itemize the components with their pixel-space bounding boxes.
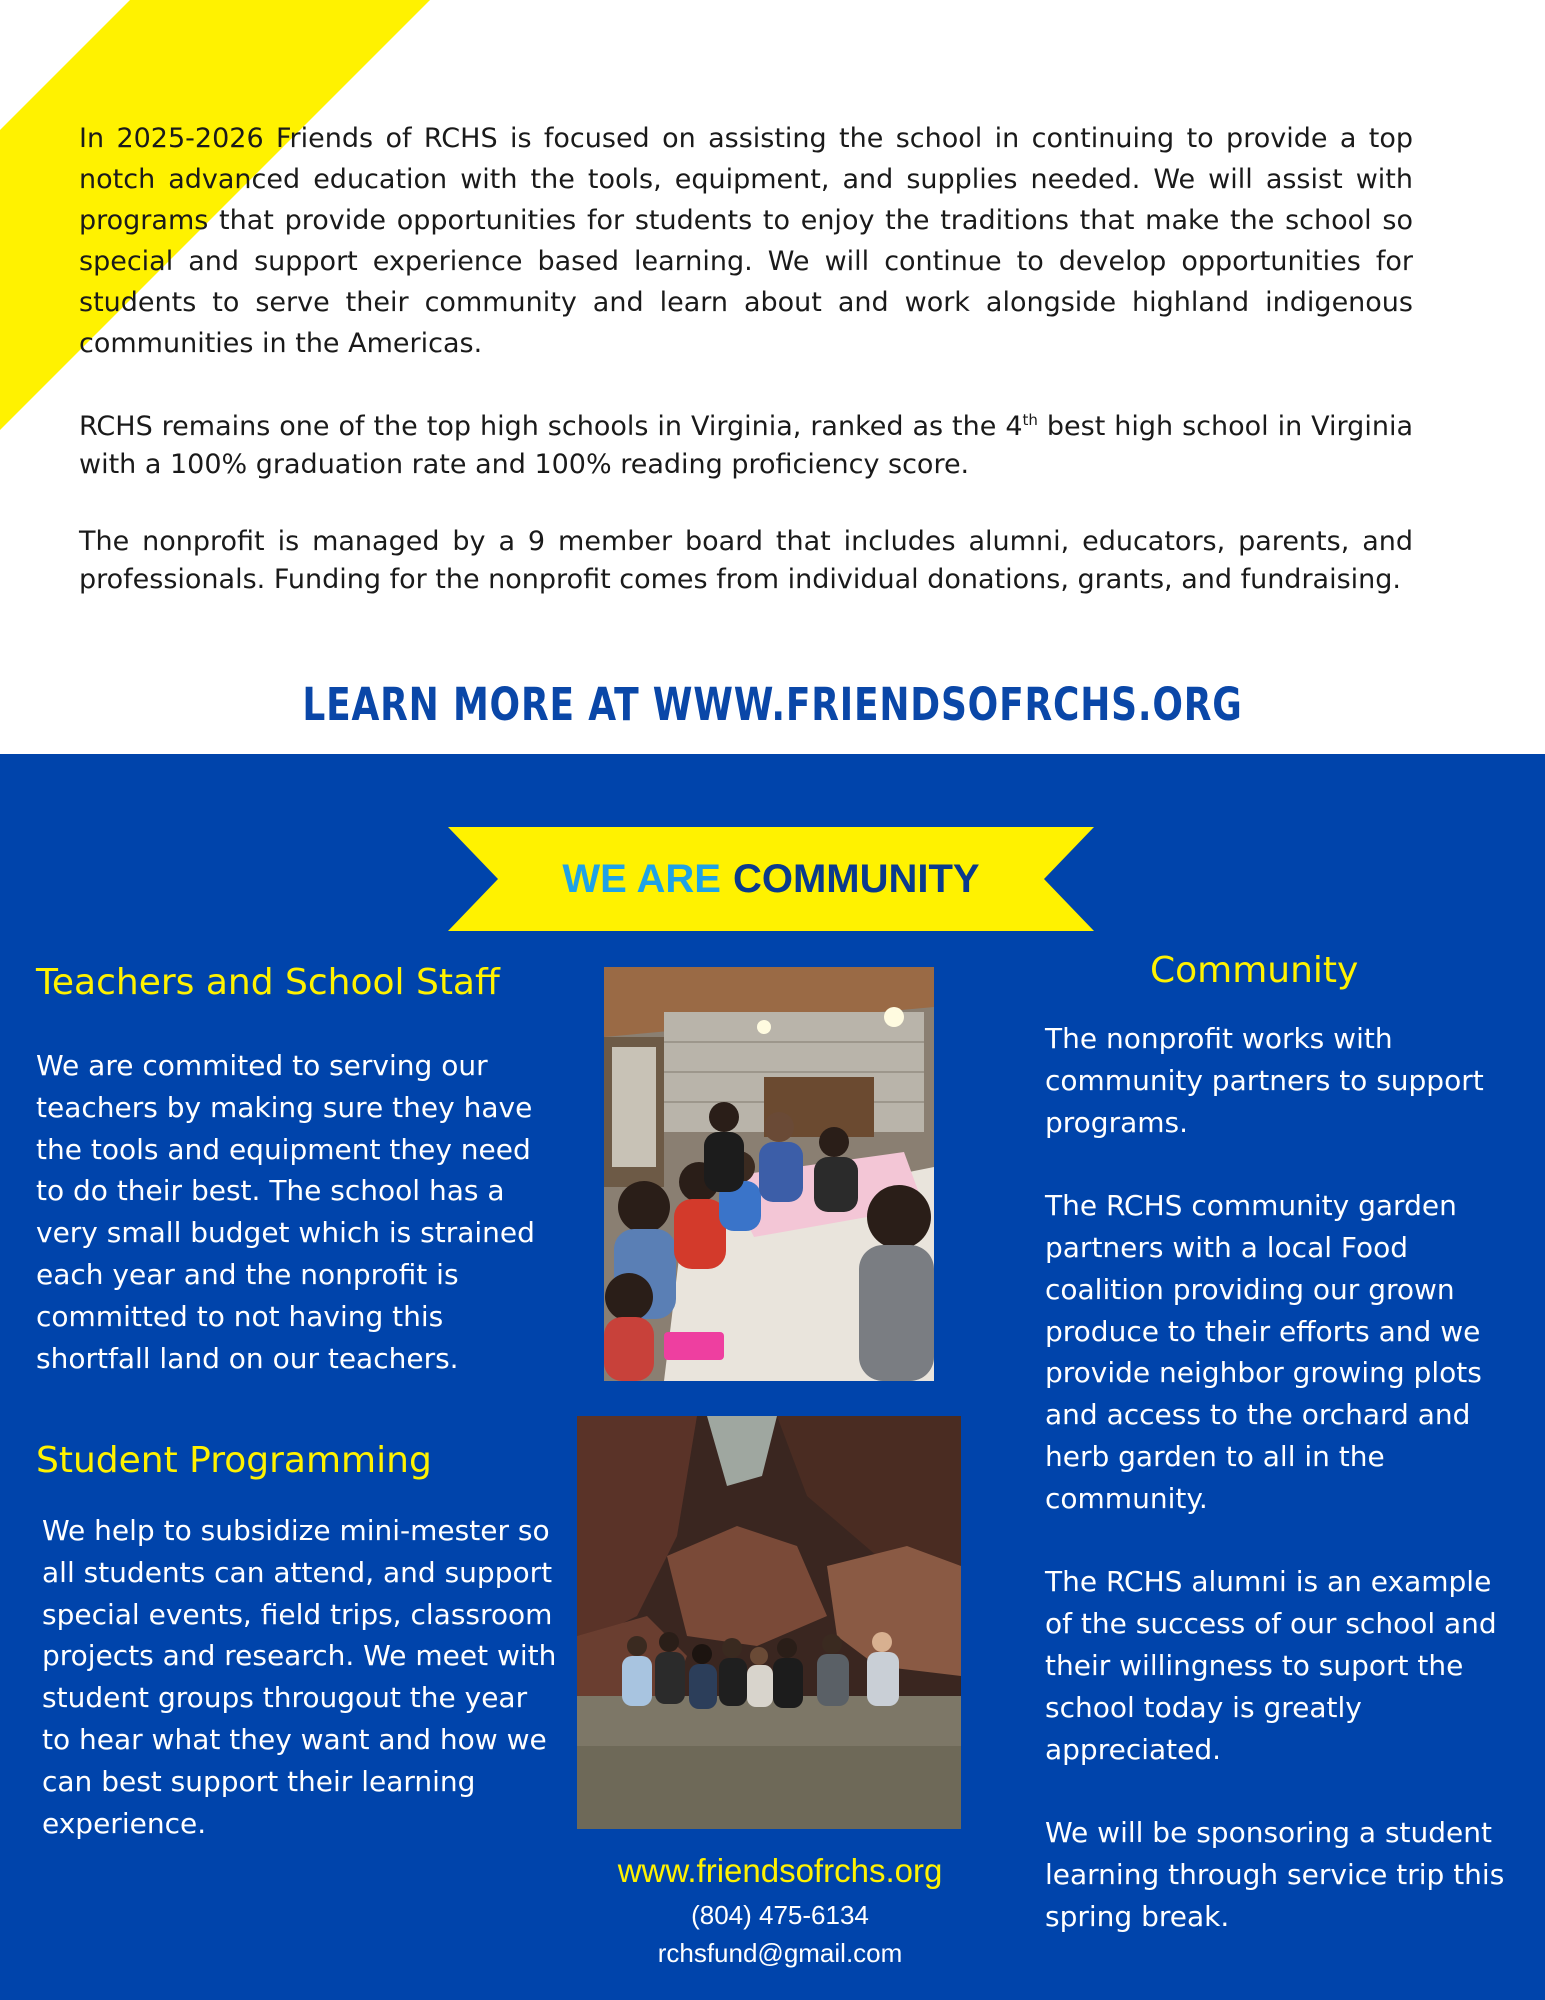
ranking-ordinal-suffix: th [1022, 411, 1038, 429]
community-paragraph-partners: The nonprofit works with community partners to support programs. [1045, 1022, 1484, 1139]
community-banner-title [448, 827, 1094, 931]
community-paragraph-garden: The RCHS community garden partners with a local Food coalition providing our grown produce to their efforts and we provide neighbor growing plots and access to the orchard and herb garden to all in the community. [1045, 1189, 1482, 1515]
teachers-heading: Teachers and School Staff [36, 962, 500, 1003]
intro-paragraph-board: The nonprofit is managed by a 9 member board that includes alumni, educators, parents, and professionals. Funding for the nonprofit comes from individual donations, grants, and fundraising. [79, 526, 1413, 595]
photo-classroom-activity [604, 967, 934, 1381]
contact-email: rchsfund@gmail.com [657, 1938, 903, 1968]
teachers-text: We are commited to serving our teachers by making sure they have the tools and equipment they need to do their best. The school has a very small budget which is strained each year and the nonprofit is committed to not having this shortfall land on our teachers. [36, 1049, 535, 1375]
intro-paragraph-goals: In 2025-2026 Friends of RCHS is focused on assisting the school in continuing to provide a top notch advanced education with the tools, equipment, and supplies needed. We will assist with programs that provide opportunities for students to enjoy the traditions that make the school so special and support experience based learning. We will continue to develop opportunities for students to serve their community and learn about and work alongside highland indigenous communities in the Americas. [79, 123, 1413, 359]
ranking-text-end: best high school in Virginia with a 100% graduation rate and 100% reading proficiency score. [79, 411, 1413, 480]
banner-word-we-are: WE ARE [562, 856, 721, 901]
community-text [1045, 1018, 1515, 1979]
photo-canyon-field-trip [577, 1416, 961, 1829]
intro-paragraph-ranking [79, 408, 1413, 484]
community-heading: Community [1150, 950, 1359, 991]
contact-website-link[interactable]: www.friendsofrchs.org [617, 1852, 943, 1889]
banner-word-community: COMMUNITY [732, 856, 980, 901]
contact-phone: (804) 475-6134 [691, 1900, 869, 1930]
student-programming-text: We help to subsidize mini-mester so all students can attend, and support special events, field trips, classroom projects and research. We meet with student groups througout the year to hear what they want and how we can best support their learning experience. [42, 1514, 557, 1840]
learn-more-link[interactable]: LEARN MORE AT WWW.FRIENDSOFRCHS.ORG [302, 678, 1243, 731]
community-paragraph-alumni: The RCHS alumni is an example of the success of our school and their willingness to suport the school today is greatly appreciated. [1045, 1565, 1497, 1766]
ranking-text-start: RCHS remains one of the top high schools in Virginia, ranked as the 4 [79, 411, 1023, 442]
community-paragraph-service-trip: We will be sponsoring a student learning through service trip this spring break. [1045, 1816, 1505, 1933]
student-programming-heading: Student Programming [36, 1440, 432, 1481]
